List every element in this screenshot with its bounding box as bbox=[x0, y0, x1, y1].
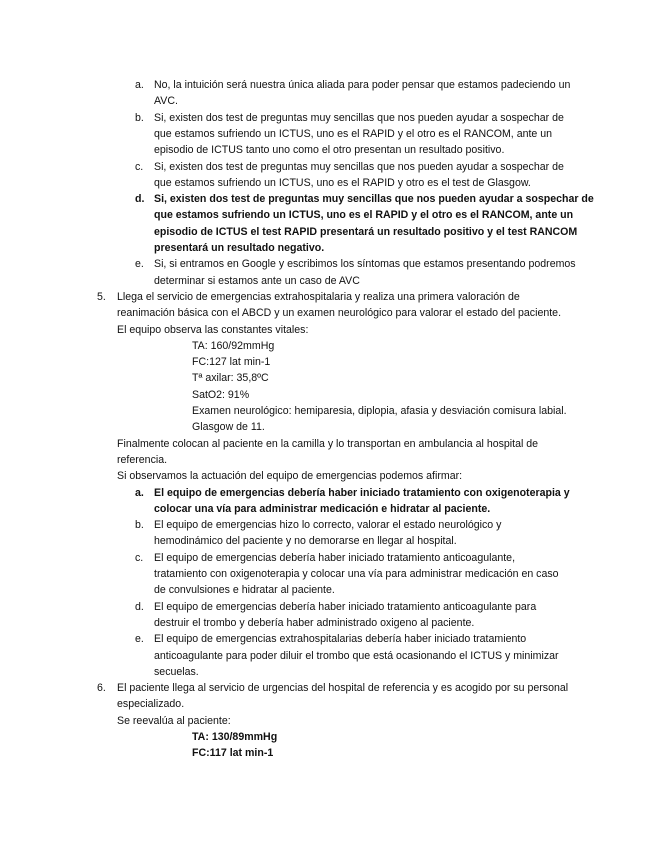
option-text-line: anticoagulante para poder diluir el trombo que está ocasionando el ICTUS y minimizar bbox=[154, 649, 559, 662]
question-text-line: reanimación básica con el ABCD y un examen neurológico para valorar el estado del paciente. bbox=[117, 307, 562, 320]
question-text-line: especializado. bbox=[117, 698, 185, 711]
question-text-line: Llega el servicio de emergencias extrahospitalaria y realiza una primera valoración de bbox=[117, 290, 520, 303]
option-text-line: colocar una vía para administrar medicación e hidratar al paciente. bbox=[154, 502, 491, 515]
question-text-line: Si observamos la actuación del equipo de emergencias podemos afirmar: bbox=[117, 470, 463, 483]
vital-label: TA: bbox=[192, 731, 212, 743]
vital-sign bbox=[192, 746, 273, 760]
option-text-line: secuelas. bbox=[154, 665, 199, 678]
vital-label: FC: bbox=[192, 747, 210, 760]
option-text-line: determinar si estamos ante un caso de AVC bbox=[154, 274, 360, 287]
question-number: 5. bbox=[97, 290, 106, 303]
option-letter: b. bbox=[135, 519, 144, 532]
option-text-line: El equipo de emergencias debería haber iniciado tratamiento anticoagulante para bbox=[154, 600, 537, 613]
vital-sign: SatO2: 91% bbox=[192, 388, 250, 401]
option-text-line: El equipo de emergencias debería haber iniciado tratamiento con oxigenoterapia y bbox=[154, 486, 570, 499]
option-text-line: Si, existen dos test de preguntas muy sencillas que nos pueden ayudar a sospechar de bbox=[154, 193, 594, 206]
option-letter: d. bbox=[135, 600, 144, 613]
vital-sign: Tª axilar: 35,8ºC bbox=[192, 372, 269, 385]
question-text-line: Finalmente colocan al paciente en la camilla y lo transportan en ambulancia al hospital de bbox=[117, 437, 539, 450]
option-text-line: que estamos sufriendo un ICTUS, uno es el RAPID y otro es el test de Glasgow. bbox=[154, 176, 531, 189]
question-text-line: referencia. bbox=[117, 453, 168, 466]
option-text-line: tratamiento con oxigenoterapia y colocar una vía para administrar medicación en caso bbox=[154, 568, 559, 580]
option-text-line: destruir el trombo y debería haber administrado oxigeno al paciente. bbox=[154, 616, 475, 629]
option-text-line: El equipo de emergencias extrahospitalarias debería haber iniciado tratamiento bbox=[154, 633, 527, 646]
option-letter: e. bbox=[135, 633, 144, 646]
option-letter: c. bbox=[135, 551, 144, 564]
vital-sign: FC:127 lat min-1 bbox=[192, 356, 271, 369]
option-letter: e. bbox=[135, 258, 144, 271]
option-text-line: El equipo de emergencias debería haber iniciado tratamiento anticoagulante, bbox=[154, 551, 516, 564]
option-text-line: episodio de ICTUS el test RAPID presentará un resultado positivo y el test RANCOM bbox=[154, 225, 578, 238]
option-text-line: que estamos sufriendo un ICTUS, uno es el RAPID y el otro es el RANCOM, ante un bbox=[154, 209, 574, 222]
vital-sign: Glasgow de 11. bbox=[192, 421, 265, 434]
option-text-line: Si, existen dos test de preguntas muy sencillas que nos pueden ayudar a sospechar de bbox=[154, 111, 564, 124]
vitals-intro: El equipo observa las constantes vitales: bbox=[117, 323, 309, 336]
question-text-line: El paciente llega al servicio de urgencias del hospital de referencia y es acogido por su personal bbox=[117, 682, 569, 695]
option-letter: d. bbox=[135, 193, 145, 206]
vitals-intro: Se reevalúa al paciente: bbox=[117, 714, 231, 727]
option-letter: c. bbox=[135, 160, 144, 173]
vital-sign: TA: 160/92mmHg bbox=[192, 339, 275, 352]
option-text-line: No, la intuición será nuestra única aliada para poder pensar que estamos padeciendo un bbox=[154, 79, 571, 91]
option-text-line: que estamos sufriendo un ICTUS, uno es el RAPID y el otro es el RANCOM, ante un bbox=[154, 127, 553, 140]
option-letter: a. bbox=[135, 79, 144, 91]
vital-value: 117 lat min-1 bbox=[209, 747, 274, 760]
vital-sign: Examen neurológico: hemiparesia, diplopia, afasia y desviación comisura labial. bbox=[192, 405, 567, 417]
option-text-line: hemodinámico del paciente y no demorarse en llegar al hospital. bbox=[154, 535, 457, 548]
option-text-line: Si, existen dos test de preguntas muy sencillas que nos pueden ayudar a sospechar de bbox=[154, 160, 564, 173]
option-text-line: de convulsiones e hidratar al paciente. bbox=[154, 584, 335, 597]
option-text-line: episodio de ICTUS tanto uno como el otro presentan un resultado positivo. bbox=[154, 144, 505, 157]
vital-value: 130/89mmHg bbox=[211, 731, 278, 743]
option-text-line: Si, si entramos en Google y escribimos los síntomas que estamos presentando podremos bbox=[154, 258, 576, 271]
option-text-line: presentará un resultado negativo. bbox=[154, 242, 325, 254]
option-letter: b. bbox=[135, 111, 144, 124]
option-text-line: El equipo de emergencias hizo lo correcto, valorar el estado neurológico y bbox=[154, 519, 502, 532]
vital-sign bbox=[192, 730, 277, 744]
question-number: 6. bbox=[97, 682, 106, 695]
option-text-line: AVC. bbox=[154, 95, 178, 108]
option-letter: a. bbox=[135, 486, 144, 499]
